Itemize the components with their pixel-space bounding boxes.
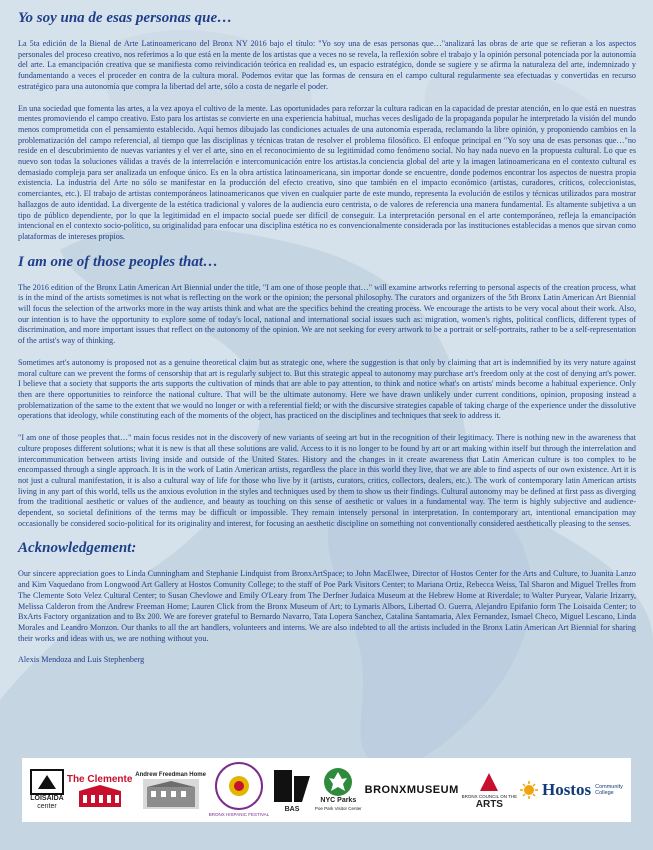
signature: Alexis Mendoza and Luis Stephenberg bbox=[18, 655, 145, 665]
clemente-label: The Clemente bbox=[66, 773, 133, 785]
acknowledgement-paragraph: Our sincere appreciation goes to Linda Cunningham and Stephanie Lindquist from BronxArtSpace; to John MacElwee, Director of Hostos Center for the Arts and Culture, to Juanita Lanzo and Kim Vaquedano from Longwood Art Gallery at Hostos Comunity College; to the staff of Poe Park Visitors Center; to Mariana Ortiz, Rebecca Weiss, Tal Sharon and Miguel Trelles from The Clemente Soto Velez Cultural Center; to Susan Chevlowe and Emily O'Leary from The Derfner Judaica Museum at the Hebrew Home at Riverdale; to Walter Puryear, Valarie Irizarry, Melissa Calderon from the Andrew Freeman Home; Lauren Click from the Bronx Museum of Art; to Lymaris Albors, Libertad O. Guerra, Alejandro Epifanio form The Loisaida Center; to BxArts Factory organization and to Bx 200. We are forever grateful to Bernardo Navarro, Tata Lopera Sanchez, Catalina Santamaria, Alex Fernandez, Ismael Checo, Miguel Lescano, Linda Morales and Leandro Monzon. Our thanks to all the art handlers, volunteers and interns. We are also indebted to all the artists included in the Bronx Latin American Art Biennial for sharing their works and ideas with us, we are nothing without you. bbox=[18, 569, 636, 643]
bxas-logo bbox=[272, 766, 312, 814]
building-photo-icon bbox=[143, 779, 199, 809]
sponsor-logos-strip bbox=[22, 758, 631, 822]
loisaida-icon bbox=[30, 769, 64, 795]
bronx-museum-label: BRONXMUSEUM bbox=[364, 784, 459, 796]
bronx-arts-label: ARTS bbox=[475, 799, 503, 810]
main-content bbox=[18, 8, 636, 677]
hostos-logo bbox=[520, 780, 623, 800]
bronx-museum-logo bbox=[365, 784, 459, 796]
english-paragraph-2: Sometimes art's autonomy is proposed not as a genuine theoretical claim but as strategic one, where the suggestion is that only by claiming that art is indemnified by its very nature against moral culture can we prevent the forms of censorship that art is regularly subject to. But this strategic appeal to autonomy may purchase art's freedom only at the cost of denying art's power. I believe that a society that supports the arts supports the cultivation of minds that are able to pay attention, to think and notice what's on artists' minds become a habitual experience. Only then are there opportunities to reinforce the national culture. That will be the ultimate autonomy. Here we have drawn unlikely under current conditions, opinion, proposing instead a problematization of the same to the extent that we would no longer or with a referential field; or with the discursive strategies capable of taking charge of the experience under the dissolutive operations that ideology, while constituting each of the moments of the object, has practiced on the disciplines and techniques that seek to address it. bbox=[18, 357, 636, 421]
loisaida-logo bbox=[30, 769, 64, 811]
festival-label: BRONX HISPANIC FESTIVAL bbox=[208, 812, 270, 817]
spanish-heading: Yo soy una de esas personas que… bbox=[18, 10, 233, 26]
nyc-parks-label: NYC Parks bbox=[320, 797, 357, 804]
bca-mark-icon bbox=[478, 771, 500, 793]
spanish-paragraph-2: En una sociedad que fomenta las artes, a la vez apoya el cultivo de la mente. Las oportunidades para reforzar la cultura radican en la capacidad de prestar atención, en lo que está en nuestras mentes promoviendo el campo creativo. Esto para los artistas se convierte en una experiencia habitual, muchas veces desligado de la propaganda popular he interpretado la visión del mundo menos comprometida con el pensamiento establecido. Aquí hemos dibujado las condiciones actuales de una autonomía esperada, reclamando la libre opinión, y proponiendo cambios en la problematización del campo referencial, al tiempo que las disciplinas y técnicas tratan de resolver el problema filosófico. El enfoque principal en "Yo soy una de esas personas que…"no reside en el descubrimiento de nuevas variantes y el ver el arte, sino en el reconocimiento de su legitimidad como fenómeno social. No hay nada nuevo en la propuesta cultural. Lo que es nuevo son todas la soluciones válidas a través de la interrelación e intercomunicación entre los artistas.la conciencia global del arte y la imagen latinoamericana en el contexto cultural es demasiado compleja para ser analizada un enfoque único. Es en la obra artística latinoamericana, sin importar donde se encuentre, donde podemos encontrar los aspectos de nuestra propia existencia. La industria del Arte no sólo se manifestar en la producción del efecto creativo, sino que también en el impacto económico (artistas, curadores, críticos, coleccionistas, comerciantes, etc.). El trabajo de artistas contemporáneos latinoamericanos que viven en cualquier parte de este mundo, representa la evolución de estilos y técnicas utilizados para mostrar hallazgos de auto identidad. La divergente de la estética tradicional y valores de la audiencia euro centrista, o de valores de referencia una manera fundamental. Es altamente subjetiva a un tipo de público dependiente, por lo que la legitimidad en el impacto social puede ser difícil de conseguir. La interpretación personal en el arte contemporáneo, refleja la emancipación intencional en el contexto socio-político, su originalidad para enfocar una disciplina estética no es convencionalmente considerada por las instituciones establecidas a menos que sirvan como plataformas de intereses propios. bbox=[18, 103, 636, 241]
english-heading: I am one of those peoples that… bbox=[18, 253, 219, 270]
nyc-parks-logo bbox=[315, 767, 362, 813]
hostos-label: Hostos bbox=[541, 780, 592, 799]
english-paragraph-1: The 2016 edition of the Bronx Latin American Art Biennial under the title, "I am one of those people that…" will examine artworks referring to personal aspects of the creation process, what is in the mind of the artists sometimes is not what is reflecting on the work or the opinion; the personal philosophy. The curators and organizers of the 5th Bronx Latin American Art Biennial will focus the selection of the artworks more in the way artists think and what are the specifics behind the creating process. We encourage the artists to be very vocal about their work. Also, our intention is to have the opportunity to explore some of today's local, national and international social issues such as: migration, women's rights, political conflicts, different types of discrimination, and more important issues that reflect on the autonomy of the opinion. We are not seeking for every artwork to be a portrait or self-portraits, rather to be a self-representation of the artist's way of thinking. bbox=[18, 282, 636, 346]
nyc-parks-sublabel: Poe Park Visitor Center bbox=[314, 806, 362, 811]
andrew-freedman-home-logo bbox=[135, 771, 206, 809]
hostos-sublabel-1: Community bbox=[595, 784, 623, 790]
clemente-building-icon bbox=[77, 785, 123, 807]
loisaida-label: LOISAIDA bbox=[30, 795, 64, 802]
hostos-sublabel-2: College bbox=[595, 790, 614, 796]
loisaida-sublabel: center bbox=[37, 803, 57, 810]
sun-icon bbox=[520, 781, 538, 799]
bronx-arts-sublabel: BRONX COUNCIL ON THE bbox=[461, 794, 518, 799]
bxas-icon bbox=[272, 766, 312, 806]
bronx-hispanic-festival-logo bbox=[209, 761, 269, 819]
festival-circle-icon bbox=[214, 761, 264, 811]
spanish-paragraph-1: La 5ta edición de la Bienal de Arte Latinoamericano del Bronx NY 2016 bajo el título: "Yo soy una de esas personas que…"analizará las obras de arte que se refieran a los aspectos personales del proceso creativo, nos referimos a lo que está en la mente de los artistas que a veces no se revela, la reflexión sobre el trabajo y la opinión personal potenciada por la autonomía del arte. La emancipación creativa que se manifiesta como reivindicación teórica en realidad es, un espacio estratégico, donde se sugiere y se afirma la naturaleza del arte, indemnizado y fundamentando a veces el proceder en contra de la cultura moral. Podemos evitar que las formas de censura en el campo cultural regularmente sea efectuadas y convertidas en recurso estratégico para una autonomía que compra la libertad del arte, sólo a costa de negarle el poder. bbox=[18, 39, 636, 91]
acknowledgement-heading: Acknowledgement: bbox=[18, 540, 137, 557]
clemente-logo bbox=[67, 774, 133, 807]
bronx-council-arts-logo bbox=[462, 771, 518, 809]
english-paragraph-3: "I am one of those peoples that…" main focus resides not in the discovery of new variants of seeing art but in the recognition of their legitimacy. There is nothing new in the awareness that culture proposes different solutions; what it is new is that all these solutions are valid. Access to it is no longer to be found by art or art making within itself but through the interrelation and intercommunication between artists living inside and outside of the United States. History and the changes in it create awareness that Latin American culture is too complex to be encompassed through a single approach. It is in the work of Latin American artists, regardless the place in this world they live, that we are able to find aspects of our own existence. Art it is not just a cultural manifestation, it is also a cultural way of life for those who live by it (artists, curators, critics, collectors, dealers, etc.). The work of contemporary latin American artists living in any part of this world, tells us the anxious evolution in the styles and techniques used by them to show us their findings. Cultural autonomy may be defined at first pass as diverging from the traditional aesthetic or values of the audience, and beauty as touching on this sense of aesthetic or values in a fundamental way. The term is highly subjective and audience-dependent, so societal definitions of the terms may be difficult or impossible. They remain intensely personal in interpretation. In contemporary art, intentional emancipation may occasionally be considered socio-political for its originality and interest, for focusing an aesthetic discipline on something not conventionally considered aesthetically pleasing to the senses. bbox=[18, 433, 636, 528]
bxas-label: BAS bbox=[284, 806, 300, 813]
andrew-freedman-label: Andrew Freedman Home bbox=[135, 772, 206, 778]
leaf-icon bbox=[323, 767, 353, 797]
